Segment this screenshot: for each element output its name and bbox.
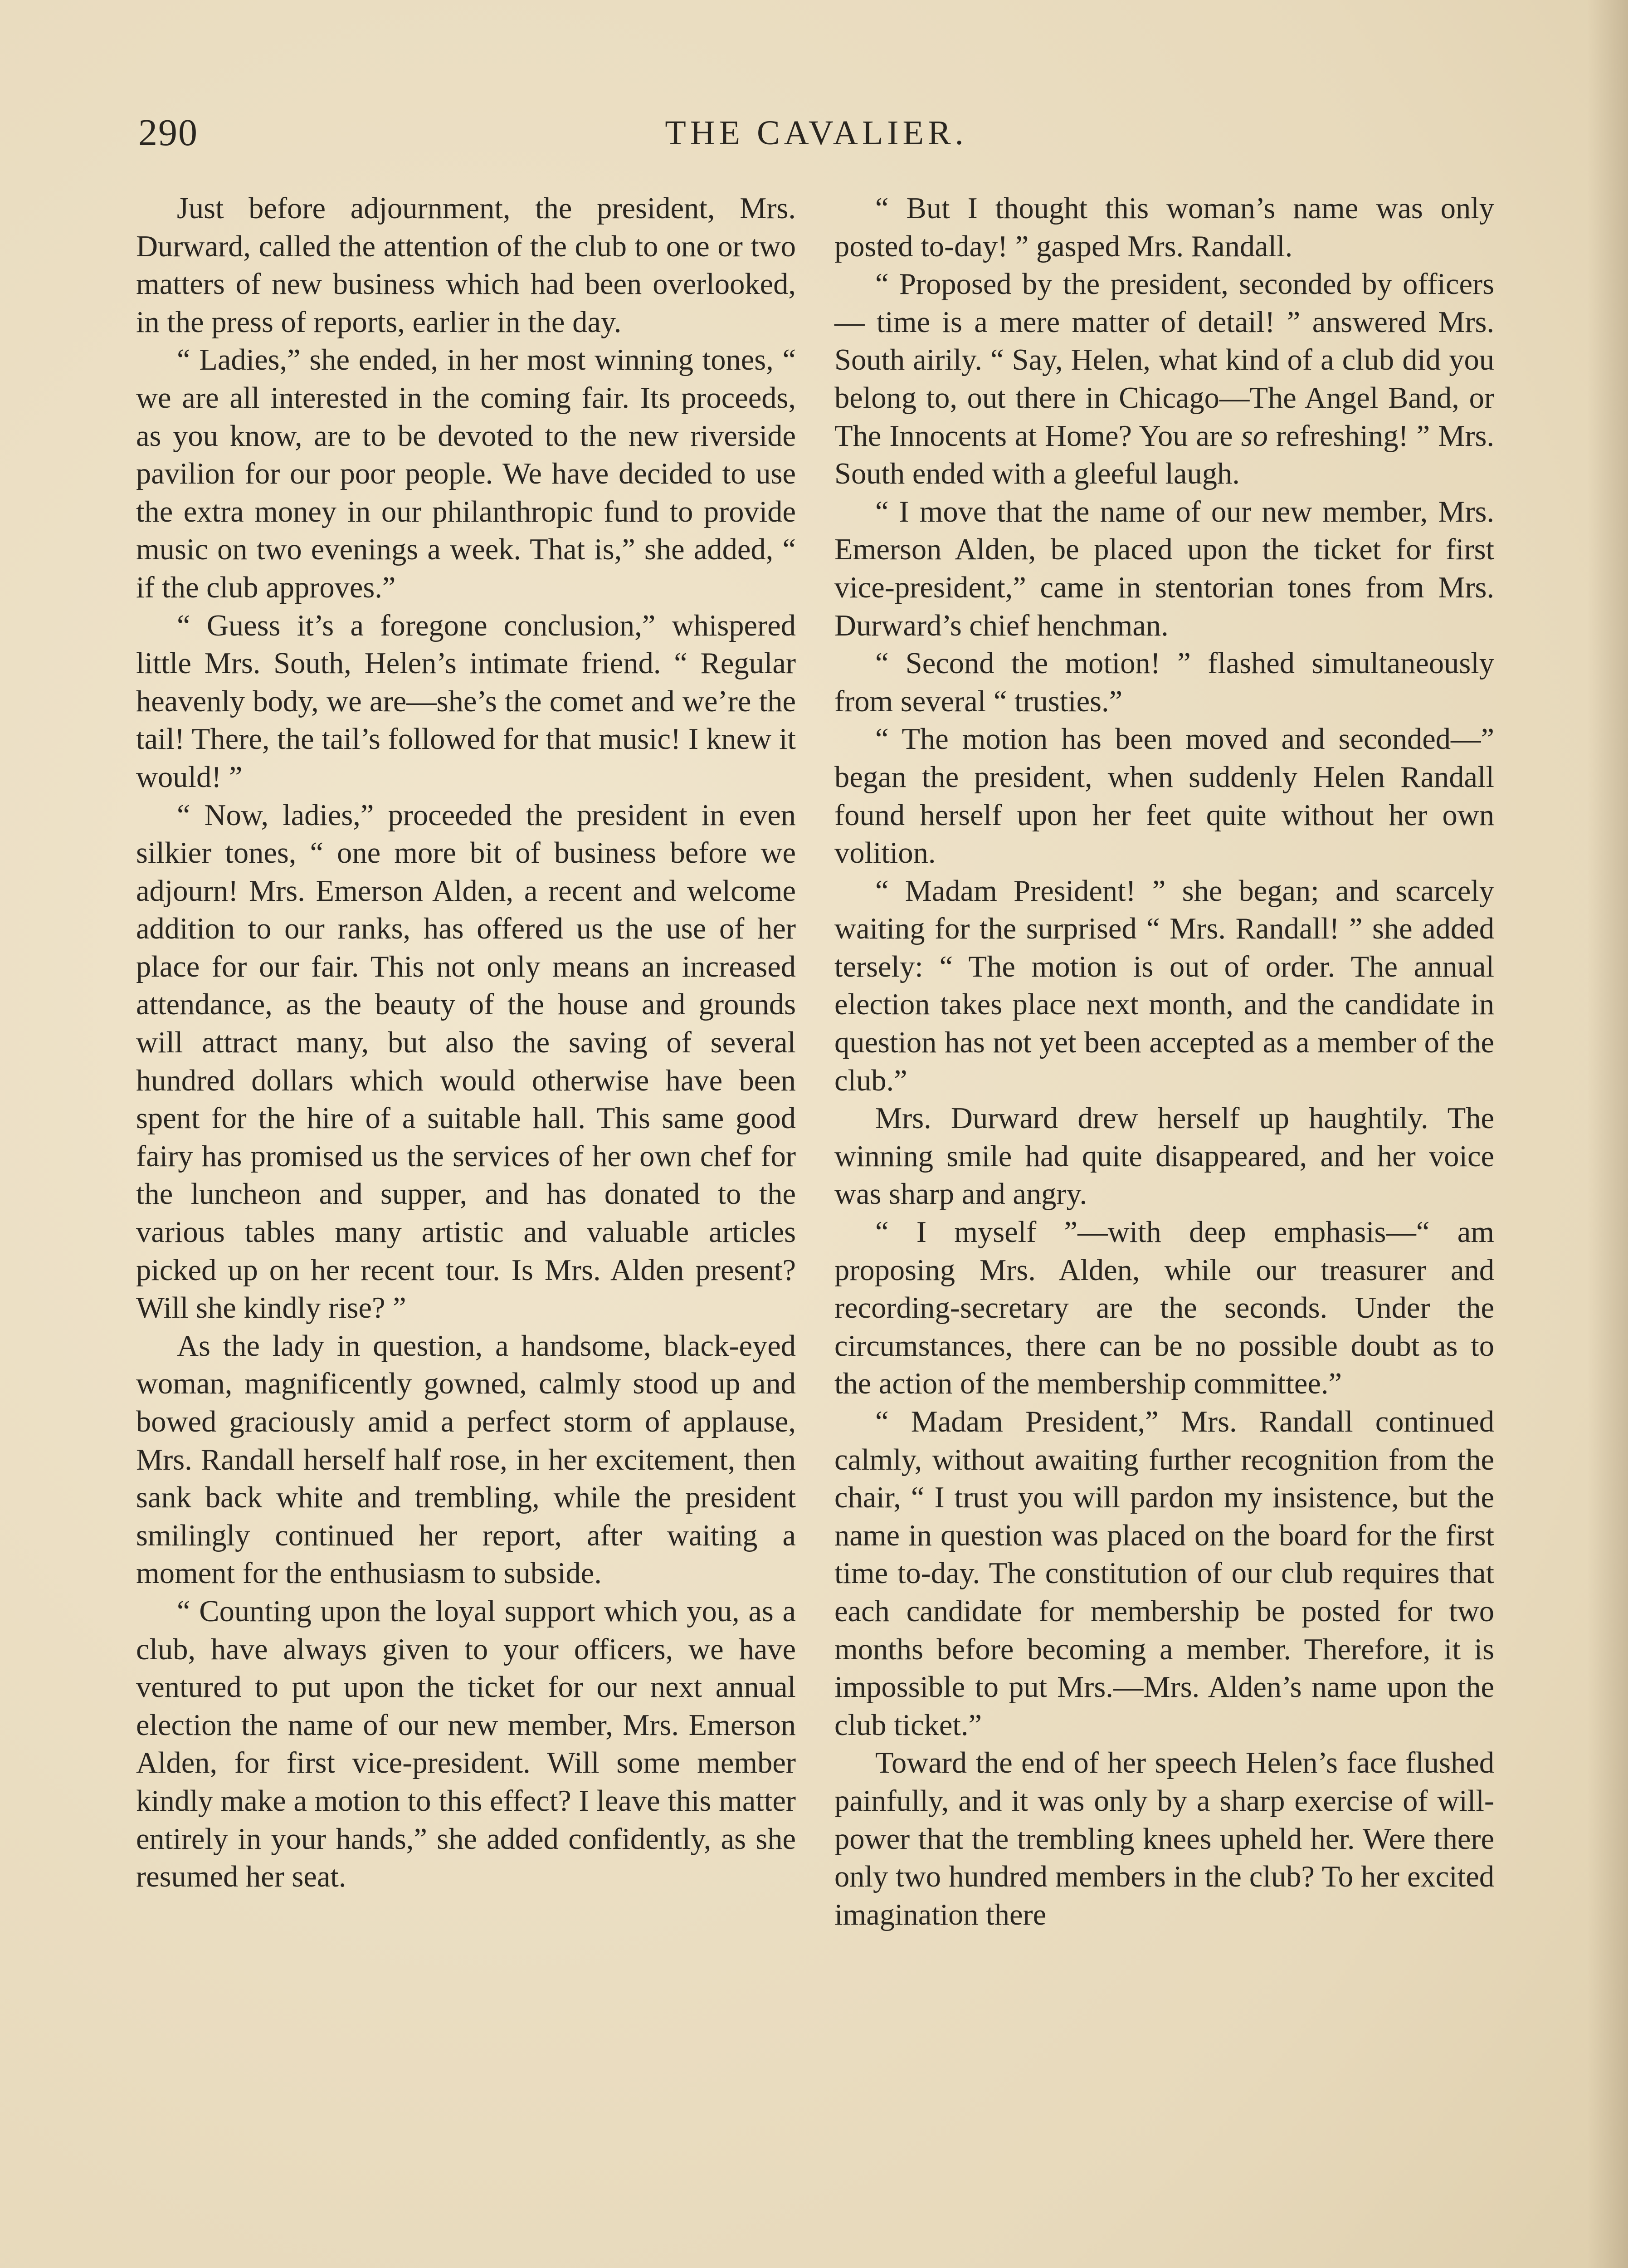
paragraph: “ Ladies,” she ended, in her most winning tones, “ we are all interested in the coming fair. Its proceeds, as you know, are to be devoted to the new riverside pavilion for our poor people. We have decided to use the extra money in our philanthropic fund to provide music on two evenings a week. That is,” she added, “ if the club approves.” — [136, 343, 796, 604]
text-run: “ Proposed by the president, seconded by officers — time is a mere matter of detail! ” answered Mrs. South airily. “ Say, Helen, what kind of a club did you belong to, out there in Chicago—The Angel Band, or The Innocents at Home? You are — [834, 268, 1494, 453]
paragraph: “ Second the motion! ” flashed simultaneously from several “ trusties.” — [834, 647, 1494, 718]
running-head — [138, 108, 1494, 158]
paragraph: “ But I thought this woman’s name was only posted to-day! ” gasped Mrs. Randall. — [834, 192, 1494, 263]
paragraph: “ The motion has been moved and seconded—” began the president, when suddenly Helen Randall found herself upon her feet quite without her own volition. — [834, 723, 1494, 870]
paragraph: “ Madam President! ” she began; and scarcely waiting for the surprised “ Mrs. Randall! ” she added tersely: “ The motion is out of order. The annual election takes place next month, and the candidate in question has not yet been accepted as a member of the club.” — [834, 874, 1494, 1097]
page-number: 290 — [138, 112, 198, 154]
italic-emphasis: so — [1241, 419, 1268, 453]
paragraph-with-emphasis — [834, 265, 1494, 493]
paragraph: “ Guess it’s a foregone conclusion,” whispered little Mrs. South, Helen’s intimate friend. “ Regular heavenly body, we are—she’s the comet and we’re the tail! There, the tail’s followed for that music! I knew it would! ” — [136, 609, 796, 794]
paragraph: “ I myself ”—with deep emphasis—“ am proposing Mrs. Alden, while our treasurer and recording-secretary are the seconds. Under the circumstances, there can be no possible doubt as to the action of the membership committee.” — [834, 1216, 1494, 1401]
paragraph: “ Madam President,” Mrs. Randall continued calmly, without awaiting further recognition from the chair, “ I trust you will pardon my insistence, but the name in question was placed on the board for the first time to-day. The constitution of our club requires that each candidate for membership be posted for two months before becoming a member. Therefore, it is impossible to put Mrs.—Mrs. Alden’s name upon the club ticket.” — [834, 1405, 1494, 1742]
paragraph: Just before adjournment, the president, Mrs. Durward, called the attention of the club to one or two matters of new business which had been overlooked, in the press of reports, earlier in the day. — [136, 192, 796, 339]
paragraph: Toward the end of her speech Helen’s face flushed painfully, and it was only by a sharp exercise of will-power that the trembling knees upheld her. Were there only two hundred members in the club? To her excited imagination there — [834, 1746, 1494, 1931]
right-column — [834, 190, 1494, 2268]
journal-title: THE CAVALIER. — [665, 114, 968, 152]
left-column — [136, 190, 796, 2268]
paragraph: As the lady in question, a handsome, black-eyed woman, magnificently gowned, calmly stood up and bowed graciously amid a perfect storm of applause, Mrs. Randall herself half rose, in her excitement, then sank back white and trembling, while the president smilingly continued her report, after waiting a moment for the enthusiasm to subside. — [136, 1329, 796, 1590]
paragraph: Mrs. Durward drew herself up haughtily. The winning smile had quite disappeared, and her voice was sharp and angry. — [834, 1102, 1494, 1211]
text-run: refreshing! ” Mrs. South ended with a gleeful laugh. — [834, 419, 1494, 491]
paragraph: “ I move that the name of our new member, Mrs. Emerson Alden, be placed upon the ticket for first vice-president,” came in stentorian tones from Mrs. Durward’s chief henchman. — [834, 495, 1494, 642]
paragraph: “ Counting upon the loyal support which you, as a club, have always given to your officers, we have ventured to put upon the ticket for our next annual election the name of our new member, Mrs. Emerson Alden, for first vice-president. Will some member kindly make a motion to this effect? I leave this matter entirely in your hands,” she added confidently, as she resumed her seat. — [136, 1594, 796, 1894]
page-edge-shadow — [1587, 0, 1628, 2268]
paragraph: “ Now, ladies,” proceeded the president in even silkier tones, “ one more bit of business before we adjourn! Mrs. Emerson Alden, a recent and welcome addition to our ranks, has offered us the use of her place for our fair. This not only means an increased attendance, as the beauty of the house and grounds will attract many, but also the saving of several hundred dollars which would otherwise have been spent for the hire of a suitable hall. This same good fairy has promised us the services of her own chef for the luncheon and supper, and has donated to the various tables many artistic and valuable articles picked up on her recent tour. Is Mrs. Alden present? Will she kindly rise? ” — [136, 798, 796, 1325]
